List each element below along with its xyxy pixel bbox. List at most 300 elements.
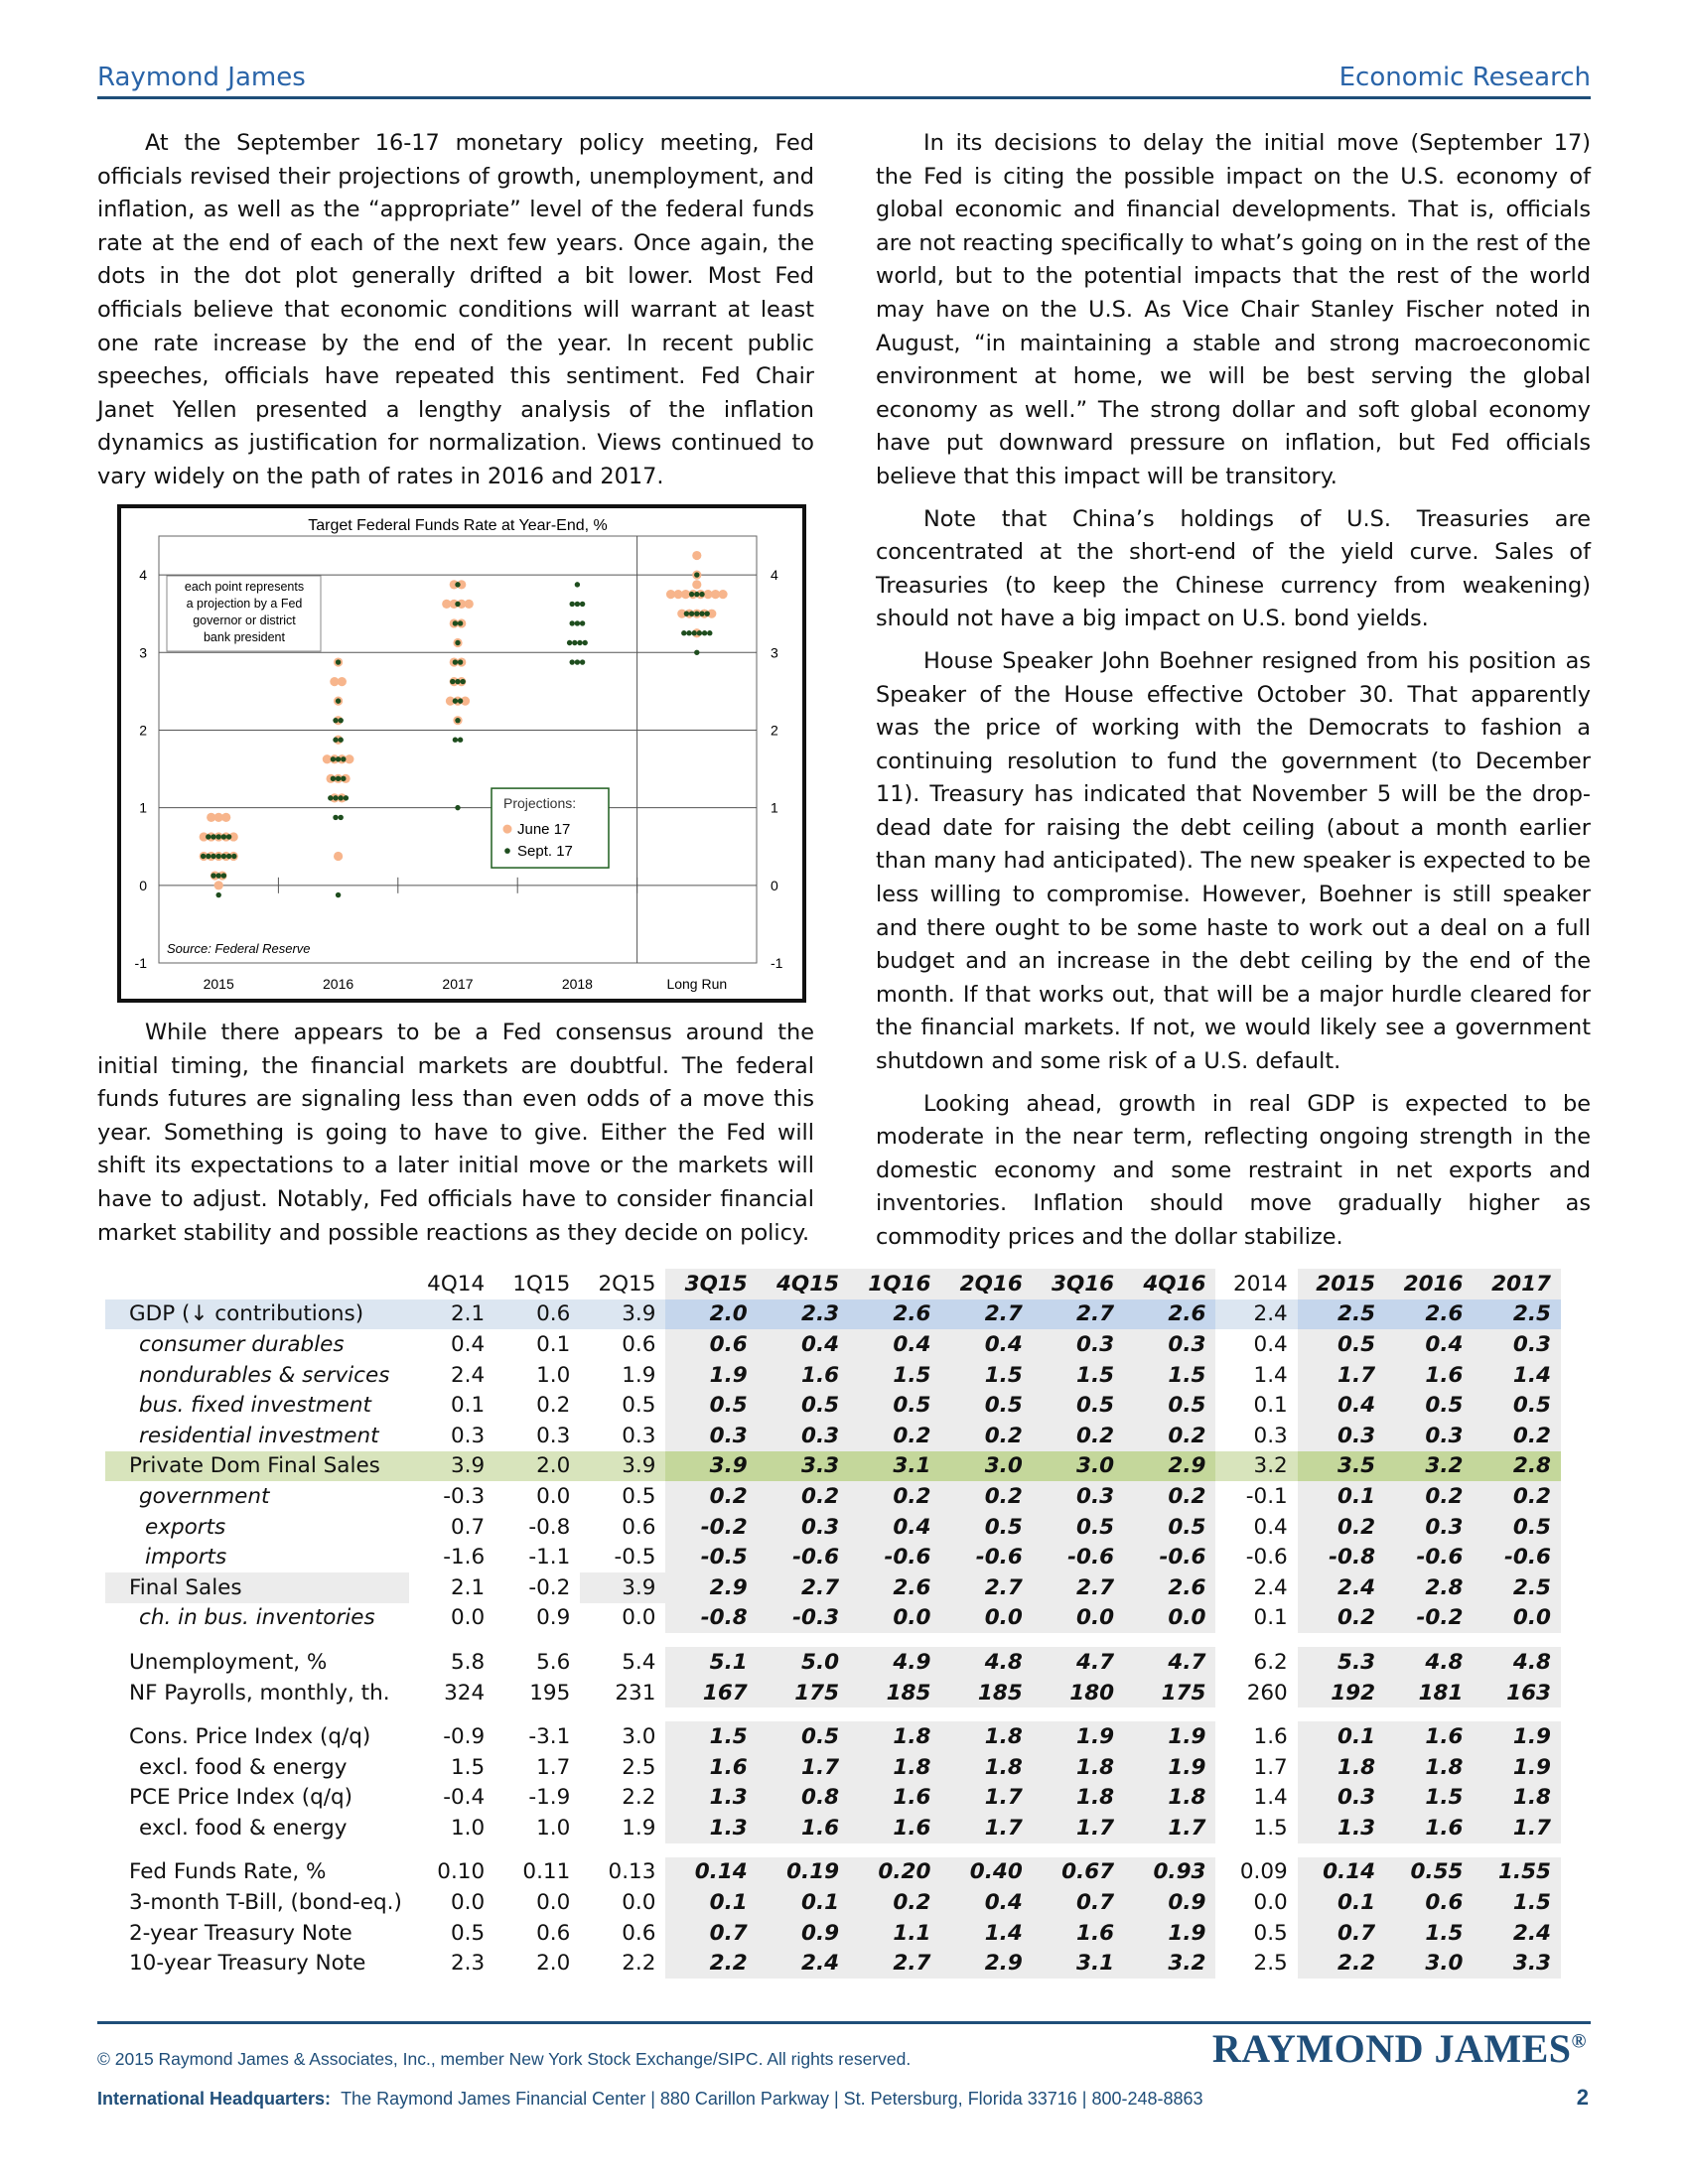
table-cell: 1.7: [536, 1754, 571, 1780]
table-cell: 0.3: [1473, 1329, 1561, 1360]
table-cell: 185: [849, 1678, 940, 1708]
sept-projection-dot: [339, 815, 344, 820]
table-cell: 0.6: [1385, 1887, 1473, 1918]
table-row: [105, 1721, 1561, 1752]
row-label: Cons. Price Index (q/q): [129, 1724, 371, 1750]
sept-projection-dot: [450, 679, 455, 684]
sept-projection-dot: [689, 592, 694, 597]
footer-rule: [97, 2021, 1591, 2024]
table-cell: 6.2: [1253, 1649, 1288, 1675]
table-cell: 260: [1246, 1680, 1288, 1706]
table-cell: 0.7: [665, 1918, 757, 1949]
table-cell: 5.6: [536, 1649, 571, 1675]
table-cell: -0.8: [1298, 1542, 1385, 1572]
sept-projection-dot: [211, 854, 215, 859]
table-cell: -0.8: [665, 1603, 757, 1634]
table-cell: 1.5: [450, 1754, 486, 1780]
column-header: 3Q15: [665, 1269, 757, 1299]
row-label: excl. food & energy: [139, 1754, 348, 1780]
row-label: imports: [145, 1545, 227, 1570]
table-cell: -0.1: [1245, 1483, 1288, 1509]
table-cell: 3.9: [665, 1451, 757, 1482]
sept-projection-dot: [686, 630, 691, 635]
sept-projection-dot: [231, 854, 236, 859]
table-cell: 1.6: [1385, 1813, 1473, 1843]
page-number: 2: [1576, 2085, 1589, 2110]
hq-text: The Raymond James Financial Center | 880 Carillon Parkway | St. Petersburg, Florida 33716 | 800-248-8863: [341, 2089, 1203, 2109]
table-cell: 1.9: [1124, 1752, 1215, 1783]
table-cell: 0.6: [665, 1329, 757, 1360]
sept-projection-dot: [705, 611, 710, 615]
table-cell: 1.8: [1033, 1752, 1124, 1783]
table-cell: 0.5: [849, 1390, 940, 1421]
table-cell: 0.1: [1298, 1721, 1385, 1752]
table-cell: 1.8: [849, 1721, 940, 1752]
row-label: consumer durables: [139, 1331, 345, 1357]
sept-projection-dot: [458, 620, 463, 625]
table-cell: 1.9: [1473, 1752, 1561, 1783]
table-cell: 2.4: [1298, 1572, 1385, 1603]
table-cell: 2.5: [1253, 1951, 1288, 1977]
table-cell: 0.93: [1124, 1857, 1215, 1888]
table-cell: 1.7: [1473, 1813, 1561, 1843]
sept-projection-dot: [455, 582, 460, 587]
sept-projection-dot: [211, 834, 215, 839]
table-cell: 1.9: [1473, 1721, 1561, 1752]
sept-projection-dot: [575, 582, 580, 587]
column-header: 2Q16: [940, 1269, 1032, 1299]
table-cell: 1.4: [1473, 1360, 1561, 1391]
table-cell: 0.3: [1124, 1329, 1215, 1360]
table-cell: 0.2: [758, 1481, 849, 1512]
paragraph: Note that China’s holdings of U.S. Treasuries are concentrated at the short-end of the yield curve. Sales of Treasuries (to keep the Chinese currency from weakening) should not have a big impact on U.S. bond yields.: [876, 505, 1591, 632]
june-projection-dot: [338, 677, 347, 686]
table-row: [105, 1421, 1561, 1451]
table-cell: 4.8: [940, 1647, 1032, 1678]
table-cell: 2.3: [450, 1951, 486, 1977]
table-cell: 3.0: [622, 1724, 656, 1750]
table-cell: 1.6: [758, 1360, 849, 1391]
table-cell: 2.2: [1298, 1948, 1385, 1979]
table-cell: 0.0: [1124, 1603, 1215, 1634]
table-cell: 2.8: [1385, 1572, 1473, 1603]
sept-projection-dot: [453, 738, 458, 743]
table-cell: 2.2: [665, 1948, 757, 1979]
sept-projection-dot: [583, 640, 588, 645]
table-row: [105, 1948, 1561, 1979]
table-cell: 0.3: [758, 1512, 849, 1543]
table-cell: -0.4: [443, 1785, 486, 1811]
table-cell: 0.0: [622, 1605, 656, 1631]
table-cell: 3.2: [1215, 1451, 1297, 1482]
table-cell: 2.7: [1033, 1572, 1124, 1603]
sept-projection-dot: [216, 834, 221, 839]
table-cell: -0.3: [443, 1483, 486, 1509]
table-cell: 0.3: [536, 1423, 571, 1448]
table-row: [105, 1752, 1561, 1783]
table-cell: 0.5: [1473, 1512, 1561, 1543]
table-cell: 0.4: [1253, 1514, 1288, 1540]
table-row: [105, 1603, 1561, 1634]
table-cell: 1.9: [1033, 1721, 1124, 1752]
legend-june-label: June 17: [517, 821, 571, 839]
row-label: government: [139, 1483, 270, 1509]
sept-projection-dot: [580, 620, 585, 625]
forecast-table: [105, 1269, 1561, 1979]
column-header: 4Q15: [758, 1269, 849, 1299]
row-label: Final Sales: [105, 1572, 409, 1603]
sept-projection-dot: [221, 854, 226, 859]
sept-projection-dot: [453, 620, 458, 625]
paragraph: House Speaker John Boehner resigned from his position as Speaker of the House effective October 30. That apparently was the price of working with the Democrats to fashion a continuing resolution to fund the government (to December 11). Treasury has indicated that November 5 will be the drop-dead date for raising the debt ceiling (about a month earlier than many had anticipated). The new speaker is expected to be less willing to compromise. However, Boehner is still speaker and there ought to be some haste to work out a deal on a full budget and an increase in the debt ceiling by the end of the month. If that works out, that will be a major hurdle cleared for the financial markets. If not, we would likely see a government shutdown and some risk of a U.S. default.: [876, 647, 1591, 1075]
table-cell: 0.3: [1385, 1421, 1473, 1451]
table-cell: 2.0: [665, 1299, 757, 1330]
table-cell: 0.3: [1385, 1512, 1473, 1543]
chart-title: Target Federal Funds Rate at Year-End, %: [308, 517, 608, 534]
table-cell: 0.4: [1385, 1329, 1473, 1360]
table-cell: 3.3: [758, 1451, 849, 1482]
table-cell: 0.09: [1239, 1859, 1288, 1885]
table-cell: 2.7: [1033, 1299, 1124, 1330]
sept-projection-dot: [697, 630, 702, 635]
sept-projection-dot: [336, 698, 341, 703]
table-cell: -0.9: [443, 1724, 486, 1750]
y-tick-label-left: 1: [139, 799, 147, 816]
table-cell: 163: [1473, 1678, 1561, 1708]
row-label: ch. in bus. inventories: [139, 1605, 375, 1631]
sept-projection-dot: [570, 602, 575, 607]
table-cell: 1.7: [1033, 1813, 1124, 1843]
table-cell: 0.19: [758, 1857, 849, 1888]
table-cell: 0.5: [1473, 1390, 1561, 1421]
legend-sept-label: Sept. 17: [517, 843, 573, 861]
sept-projection-dot: [577, 640, 582, 645]
table-cell: 0.3: [1298, 1783, 1385, 1814]
sept-projection-dot: [333, 718, 338, 723]
dot-plot-chart: [117, 504, 806, 1003]
table-cell: 0.13: [608, 1859, 656, 1885]
column-header: 2Q15: [598, 1271, 656, 1297]
table-cell: 1.0: [450, 1815, 486, 1841]
sept-projection-dot: [572, 640, 577, 645]
table-cell: 0.7: [1298, 1918, 1385, 1949]
legend-title: Projections:: [503, 795, 577, 812]
x-tick-label: Long Run: [666, 976, 728, 992]
table-cell: 0.2: [665, 1481, 757, 1512]
spacer-row: [105, 1633, 1561, 1647]
sept-projection-dot: [694, 611, 699, 615]
table-cell: 1.6: [1253, 1724, 1288, 1750]
table-cell: 1.5: [1124, 1360, 1215, 1391]
table-cell: 0.5: [758, 1721, 849, 1752]
table-cell: 5.8: [450, 1649, 486, 1675]
sept-projection-dot: [681, 630, 686, 635]
table-cell: 1.8: [1298, 1752, 1385, 1783]
table-cell: 0.2: [1124, 1421, 1215, 1451]
table-cell: 0.5: [1298, 1329, 1385, 1360]
table-cell: 1.7: [758, 1752, 849, 1783]
sept-projection-dot: [580, 602, 585, 607]
table-row: [105, 1542, 1561, 1572]
column-header: 2015: [1298, 1269, 1385, 1299]
sept-projection-dot: [707, 630, 712, 635]
table-cell: 2.6: [849, 1572, 940, 1603]
table-cell: 0.3: [1298, 1421, 1385, 1451]
x-tick-label: 2017: [442, 976, 474, 992]
paragraph: Looking ahead, growth in real GDP is expected to be moderate in the near term, reflecting ongoing strength in the domestic economy and some restraint in net exports and inventories. Inflation should move gradually higher as commodity prices and the dollar stabilize.: [876, 1090, 1591, 1250]
table-row: [105, 1813, 1561, 1843]
table-cell: 1.9: [665, 1360, 757, 1391]
table-cell: 2.4: [1253, 1574, 1288, 1600]
table-cell: 0.9: [758, 1918, 849, 1949]
sept-projection-dot: [455, 718, 460, 723]
table-cell: 1.8: [1033, 1783, 1124, 1814]
table-cell: -1.9: [528, 1785, 571, 1811]
row-label: residential investment: [139, 1423, 379, 1448]
sept-projection-dot: [206, 834, 211, 839]
table-cell: 0.0: [1473, 1603, 1561, 1634]
table-cell: 0.5: [1253, 1920, 1288, 1946]
table-cell: 1.6: [1385, 1721, 1473, 1752]
table-cell: 5.3: [1298, 1647, 1385, 1678]
sept-projection-dot: [461, 679, 466, 684]
table-cell: 0.5: [1124, 1512, 1215, 1543]
table-row: [105, 1887, 1561, 1918]
sept-projection-dot: [702, 630, 707, 635]
table-cell: 1.6: [1385, 1360, 1473, 1391]
table-row: [105, 1360, 1561, 1391]
table-cell: 1.5: [849, 1360, 940, 1391]
table-cell: -0.6: [1124, 1542, 1215, 1572]
table-cell: 185: [940, 1678, 1032, 1708]
table-row: [105, 1678, 1561, 1708]
table-cell: 1.8: [940, 1721, 1032, 1752]
table-cell: 0.5: [622, 1393, 656, 1419]
table-cell: 0.5: [1033, 1390, 1124, 1421]
sept-projection-dot: [339, 738, 344, 743]
table-cell: 1.1: [849, 1918, 940, 1949]
sept-projection-dot: [226, 854, 231, 859]
table-cell: -0.6: [849, 1542, 940, 1572]
table-cell: 0.2: [1298, 1512, 1385, 1543]
y-tick-label-right: 3: [771, 644, 778, 661]
column-header: 2014: [1233, 1271, 1288, 1297]
table-cell: 0.2: [1385, 1481, 1473, 1512]
table-cell: 2.4: [758, 1948, 849, 1979]
table-cell: 1.7: [1253, 1754, 1288, 1780]
table-cell: 2.5: [1298, 1299, 1385, 1330]
table-cell: 3.9: [409, 1451, 494, 1482]
table-cell: -0.6: [1473, 1542, 1561, 1572]
table-cell: 2.1: [450, 1574, 486, 1600]
table-cell: -3.1: [528, 1724, 571, 1750]
table-cell: 0.14: [1298, 1857, 1385, 1888]
sept-projection-dot: [570, 659, 575, 664]
x-tick-label: 2015: [203, 976, 234, 992]
table-cell: 0.1: [1298, 1481, 1385, 1512]
table-cell: 2.6: [1124, 1299, 1215, 1330]
table-cell: -0.6: [1245, 1545, 1288, 1570]
table-cell: 0.4: [849, 1512, 940, 1543]
table-cell: 1.6: [1033, 1918, 1124, 1949]
table-cell: 1.5: [1385, 1918, 1473, 1949]
table-cell: 1.5: [1253, 1815, 1288, 1841]
table-cell: 2.1: [409, 1299, 494, 1330]
sept-projection-dot: [331, 776, 336, 781]
table-cell: 1.7: [1298, 1360, 1385, 1391]
table-cell: 0.3: [1253, 1423, 1288, 1448]
table-cell: 2.7: [758, 1572, 849, 1603]
sept-projection-dot: [684, 611, 689, 615]
annotation-text: each point represents: [184, 580, 305, 594]
table-cell: 2.0: [494, 1451, 580, 1482]
table-cell: 0.0: [849, 1603, 940, 1634]
table-cell: 3.0: [940, 1451, 1032, 1482]
sept-projection-dot: [458, 738, 463, 743]
table-cell: 5.4: [622, 1649, 656, 1675]
table-cell: -0.5: [665, 1542, 757, 1572]
table-cell: 0.6: [622, 1331, 656, 1357]
table-cell: 0.3: [450, 1423, 486, 1448]
spacer: [105, 1633, 1561, 1647]
paragraph: While there appears to be a Fed consensus around the initial timing, the financial markets are doubtful. The federal funds futures are signaling less than even odds of a move this year. Something is going to have to give. Either the Fed will shift its expectations to a later initial move or the markets will have to adjust. Notably, Fed officials have to consider financial market stability and possible reactions as they decide on policy.: [97, 1020, 814, 1246]
table-cell: 1.9: [622, 1362, 656, 1388]
table-cell: 1.5: [665, 1721, 757, 1752]
table-cell: 1.0: [536, 1362, 571, 1388]
table-cell: 0.14: [665, 1857, 757, 1888]
left-column-bottom: [97, 1017, 814, 1259]
table-cell: 2.0: [536, 1951, 571, 1977]
june-projection-dot: [692, 551, 701, 560]
table-header-row: [105, 1269, 1561, 1299]
table-cell: 0.2: [1124, 1481, 1215, 1512]
table-cell: 0.9: [1124, 1887, 1215, 1918]
sept-projection-dot: [699, 592, 704, 597]
hq-label: International Headquarters:: [97, 2089, 332, 2109]
sept-projection-dot: [694, 650, 699, 655]
spacer-row: [105, 1843, 1561, 1857]
row-label: 10-year Treasury Note: [129, 1951, 366, 1977]
table-cell: 2.2: [622, 1951, 656, 1977]
table-cell: 1.3: [665, 1813, 757, 1843]
table-cell: 2.7: [940, 1572, 1032, 1603]
column-header: 3Q16: [1033, 1269, 1124, 1299]
table-cell: -0.6: [940, 1542, 1032, 1572]
annotation-text: governor or district: [193, 614, 296, 627]
table-cell: 0.4: [450, 1331, 486, 1357]
column-header: 1Q15: [512, 1271, 571, 1297]
table-cell: 2.5: [622, 1754, 656, 1780]
table-cell: 180: [1033, 1678, 1124, 1708]
table-cell: 0.1: [1298, 1887, 1385, 1918]
column-header: [105, 1269, 409, 1299]
table-row: [105, 1329, 1561, 1360]
sept-projection-dot: [216, 873, 221, 878]
table-cell: 4.9: [849, 1647, 940, 1678]
sept-projection-dot: [221, 873, 226, 878]
x-tick-label: 2016: [323, 976, 354, 992]
table-cell: 0.4: [1298, 1390, 1385, 1421]
header-right: Economic Research: [1338, 63, 1591, 92]
table-cell: 0.5: [665, 1390, 757, 1421]
june-projection-dot: [692, 580, 701, 589]
sept-projection-dot: [455, 679, 460, 684]
table-cell: 0.1: [665, 1887, 757, 1918]
table-cell: 1.7: [1124, 1813, 1215, 1843]
spacer-row: [105, 1707, 1561, 1721]
table-cell: 0.10: [437, 1859, 486, 1885]
table-cell: 1.55: [1473, 1857, 1561, 1888]
table-row: [105, 1451, 1561, 1482]
page-header: [97, 62, 1591, 99]
table-cell: 0.5: [1124, 1390, 1215, 1421]
june-projection-dot: [465, 600, 474, 609]
table-cell: 0.1: [758, 1887, 849, 1918]
table-cell: -0.5: [614, 1545, 656, 1570]
y-tick-label-left: 0: [139, 877, 147, 893]
sept-projection-dot: [333, 815, 338, 820]
table-cell: 0.9: [536, 1605, 571, 1631]
table-cell: 0.2: [849, 1887, 940, 1918]
table-cell: -0.2: [665, 1512, 757, 1543]
table-cell: 0.20: [849, 1857, 940, 1888]
table-cell: 1.5: [940, 1360, 1032, 1391]
table-cell: 1.4: [1253, 1785, 1288, 1811]
sept-projection-dot: [341, 776, 346, 781]
table-cell: 4.8: [1473, 1647, 1561, 1678]
table-cell: 195: [529, 1680, 571, 1706]
sept-projection-dot: [580, 659, 585, 664]
sept-projection-dot: [575, 620, 580, 625]
table-row: [105, 1783, 1561, 1814]
sept-projection-dot: [206, 854, 211, 859]
table-cell: 0.6: [536, 1920, 571, 1946]
table-cell: 1.6: [849, 1783, 940, 1814]
table-cell: 0.2: [1298, 1603, 1385, 1634]
legend-sept-swatch: [504, 848, 510, 854]
table-cell: 0.55: [1385, 1857, 1473, 1888]
column-header: 2016: [1385, 1269, 1473, 1299]
sept-projection-dot: [336, 892, 341, 897]
june-projection-dot: [345, 754, 353, 763]
table-cell: 1.6: [758, 1813, 849, 1843]
sept-projection-dot: [699, 611, 704, 615]
sept-projection-dot: [453, 659, 458, 664]
table-row: [105, 1390, 1561, 1421]
sept-projection-dot: [458, 659, 463, 664]
row-label: Unemployment, %: [129, 1649, 328, 1675]
table-cell: 2.2: [622, 1785, 656, 1811]
spacer: [105, 1843, 1561, 1857]
table-cell: 192: [1298, 1678, 1385, 1708]
annotation-text: bank president: [203, 630, 286, 644]
registered-mark: ®: [1571, 2030, 1587, 2053]
row-label: GDP (↓ contributions): [105, 1299, 409, 1330]
sept-projection-dot: [336, 776, 341, 781]
sept-projection-dot: [339, 795, 344, 800]
table-cell: 0.6: [494, 1299, 580, 1330]
table-cell: 0.1: [1253, 1605, 1288, 1631]
sept-projection-dot: [339, 718, 344, 723]
table-row: [105, 1647, 1561, 1678]
table-cell: 1.9: [1124, 1721, 1215, 1752]
column-header: 1Q16: [849, 1269, 940, 1299]
table-cell: -1.1: [528, 1545, 571, 1570]
row-label: Fed Funds Rate, %: [129, 1859, 327, 1885]
table-cell: -0.8: [528, 1514, 571, 1540]
row-label: 3-month T-Bill, (bond-eq.): [129, 1890, 402, 1916]
sept-projection-dot: [458, 698, 463, 703]
